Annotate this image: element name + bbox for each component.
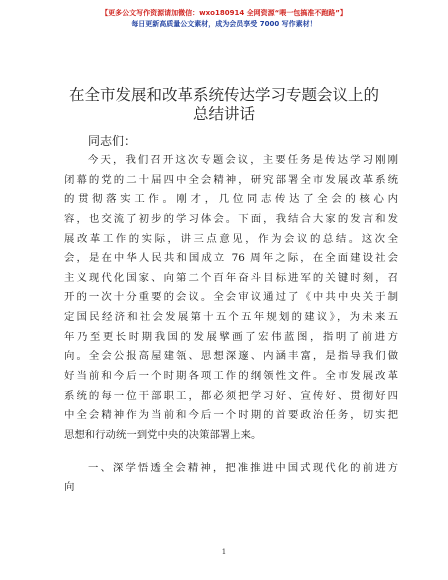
- section-heading-line: 向: [64, 481, 75, 494]
- salutation: 同志们：: [88, 134, 137, 148]
- section-heading-line: 一、深学悟透全会精神，把准推进中国式现代化的前进方: [88, 461, 398, 474]
- paragraph-line: 向。全会公报高屋建瓴、思想深邃、内涵丰富，是指导我们做: [64, 350, 398, 363]
- document-title: [40, 86, 408, 124]
- paragraph-line: 年乃至更长时期我国的发展擘画了宏伟蓝图，指明了前进方: [64, 330, 398, 343]
- paragraph-line: 今天，我们召开这次专题会议，主要任务是传达学习刚刚: [88, 154, 398, 166]
- paragraph-line: 开的一次十分重要的会议。全会审议通过了《中共中央关于制: [64, 291, 398, 304]
- paragraph-line: 好当前和今后一个时期各项工作的纲领性文件。全市发展改革: [64, 370, 398, 383]
- promo-banner-line-2: 每日更新高质量公文素材，成为会员享受 7000 写作素材！: [131, 20, 317, 28]
- paragraph-line: 主义现代化国家、向第二个百年奋斗目标进军的关键时刻，召: [64, 271, 398, 284]
- page-number: 1: [221, 548, 227, 556]
- paragraph-gap: [64, 446, 398, 459]
- paragraph-line: 系统的每一位干部职工，都必须把学习好、宣传好、贯彻好四: [64, 389, 398, 402]
- section-heading-1: [64, 459, 398, 498]
- paragraph-line: 闭幕的党的二十届四中全会精神，研究部署全市发展改革系统: [64, 173, 398, 186]
- document-title-line-2: 总结讲话: [192, 105, 255, 123]
- paragraph-line: 的贯彻落实工作。刚才，几位同志传达了全会的核心内: [64, 193, 398, 206]
- document-body: [64, 151, 398, 498]
- promo-banner: [0, 8, 448, 30]
- promo-banner-line-1: 【更多公文写作资源请加微信：wxo180914 全网资源“喂一包搞准不跑路”】: [101, 9, 347, 17]
- paragraph-line: 定国民经济和社会发展第十五个五年规划的建议》，为未来五: [64, 311, 398, 324]
- paragraph-1: [64, 151, 398, 446]
- paragraph-line: 容，也交流了初步的学习体会。下面，我结合大家的发言和发: [64, 212, 398, 225]
- paragraph-line: 展改革工作的实际，讲三点意见，作为会议的总结。这次全: [64, 232, 398, 245]
- document-title-line-1: 在全市发展和改革系统传达学习专题会议上的: [68, 86, 379, 104]
- paragraph-line: 思想和行动统一到党中央的决策部署上来。: [64, 428, 262, 441]
- paragraph-line: 中全会精神作为当前和今后一个时期的首要政治任务，切实把: [64, 409, 398, 422]
- paragraph-line: 会，是在中华人民共和国成立 76 周年之际，在全面建设社会: [64, 252, 398, 265]
